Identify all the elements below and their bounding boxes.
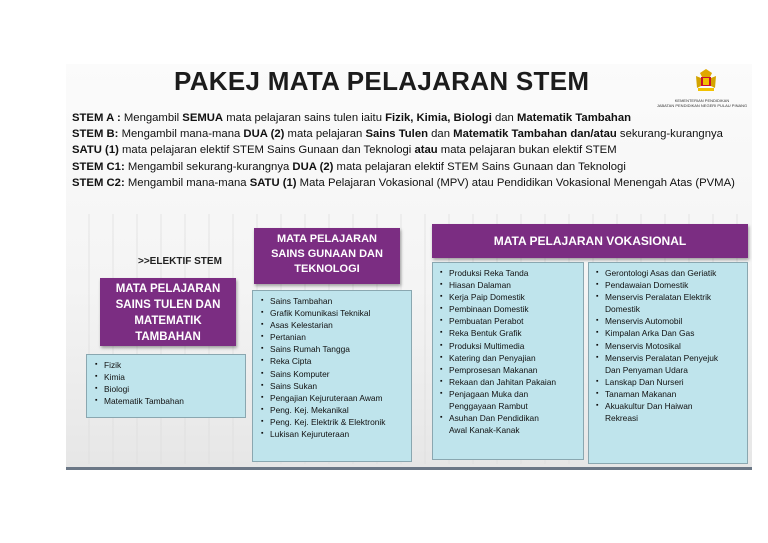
list-item: ▪ Menservis Motosikal bbox=[605, 340, 744, 352]
list-item: ▪ Penjagaan Muka dan bbox=[449, 388, 580, 400]
list-item: ▪ Tanaman Makanan bbox=[605, 388, 744, 400]
list-item: ▪ Matematik Tambahan bbox=[104, 395, 241, 407]
list-item: ▪ Kimpalan Arka Dan Gas bbox=[605, 327, 744, 339]
stem-descriptions bbox=[72, 110, 748, 191]
list-item-continued: Dan Penyaman Udara bbox=[605, 364, 688, 375]
list-item: ▪ Reka Cipta bbox=[270, 355, 407, 367]
list-item: ▪ Sains Komputer bbox=[270, 368, 407, 380]
sains-tulen-list bbox=[86, 354, 246, 418]
sains-tulen-header: MATA PELAJARAN SAINS TULEN DAN MATEMATIK TAMBAHAN bbox=[100, 278, 236, 346]
list-item: ▪ Lukisan Kejuruteraan bbox=[270, 428, 407, 440]
list-item: ▪ Pemprosesan Makanan bbox=[449, 364, 580, 376]
slide bbox=[66, 64, 752, 470]
list-item: ▪ Pembinaan Domestik bbox=[449, 303, 580, 315]
list-item: ▪ Kerja Paip Domestik bbox=[449, 291, 580, 303]
list-item: ▪ Pengajian Kejuruteraan Awam bbox=[270, 392, 407, 404]
stem-a-description: STEM A : Mengambil SEMUA mata pelajaran sains tulen iaitu Fizik, Kimia, Biologi dan Matematik Tambahan bbox=[72, 112, 632, 124]
list-item: ▪ Sains Tambahan bbox=[270, 295, 407, 307]
ministry-name bbox=[654, 98, 750, 108]
list-item: ▪ Hiasan Dalaman bbox=[449, 279, 580, 291]
vokasional-header: MATA PELAJARAN VOKASIONAL bbox=[432, 224, 748, 258]
sains-gunaan-header: MATA PELAJARAN SAINS GUNAAN DAN TEKNOLOGI bbox=[254, 228, 400, 284]
list-item-continued: Awal Kanak-Kanak bbox=[449, 425, 520, 436]
ministry-crest-icon bbox=[692, 68, 720, 94]
list-item: ▪ Katering dan Penyajian bbox=[449, 352, 580, 364]
list-item-continued: Rekreasi bbox=[605, 413, 639, 424]
list-item: ▪ Peng. Kej. Elektrik & Elektronik bbox=[270, 416, 407, 428]
list-item: ▪ Produksi Multimedia bbox=[449, 340, 580, 352]
list-item: ▪ Biologi bbox=[104, 383, 241, 395]
sains-gunaan-list bbox=[252, 290, 412, 462]
list-item: ▪ Menservis Peralatan Penyejuk bbox=[605, 352, 744, 364]
vokasional-list-2 bbox=[588, 262, 748, 464]
list-item: ▪ Lanskap Dan Nurseri bbox=[605, 376, 744, 388]
list-item: ▪ Menservis Automobil bbox=[605, 315, 744, 327]
list-item-continued: Penggayaan Rambut bbox=[449, 401, 528, 412]
list-item: ▪ Menservis Peralatan Elektrik bbox=[605, 291, 744, 303]
ministry-line: KEMENTERIAN PENDIDIKAN bbox=[674, 98, 730, 103]
list-item: ▪ Produksi Reka Tanda bbox=[449, 267, 580, 279]
list-item: ▪ Pendawaian Domestik bbox=[605, 279, 744, 291]
ministry-line: JABATAN PENDIDIKAN NEGERI PULAU PINANG bbox=[656, 103, 748, 108]
list-item: ▪ Fizik bbox=[104, 359, 241, 371]
bottom-bar bbox=[66, 467, 752, 470]
list-item: ▪ Gerontologi Asas dan Geriatik bbox=[605, 267, 744, 279]
list-item: ▪ Pembuatan Perabot bbox=[449, 315, 580, 327]
list-item: ▪ Peng. Kej. Mekanikal bbox=[270, 404, 407, 416]
vokasional-list-1 bbox=[432, 262, 584, 460]
stem-c1-description: STEM C1: Mengambil sekurang-kurangnya DUA (2) mata pelajaran elektif STEM Sains Gunaan dan Teknologi bbox=[72, 160, 626, 173]
list-item: ▪ Pertanian bbox=[270, 331, 407, 343]
stem-c2-description: STEM C2: Mengambil mana-mana SATU (1) Mata Pelajaran Vokasional (MPV) atau Pendidikan Vokasional Menengah Atas (PVMA) bbox=[72, 176, 735, 189]
list-item: ▪ Kimia bbox=[104, 371, 241, 383]
list-item: ▪ Rekaan dan Jahitan Pakaian bbox=[449, 376, 580, 388]
stem-b-description: STEM B: Mengambil mana-mana DUA (2) mata pelajaran Sains Tulen dan Matematik Tambahan dan/atau sekurang-kurangnya SATU (1) mata pelajaran elektif STEM Sains Gunaan dan Teknologi atau mata pelajaran bukan elektif STEM bbox=[72, 128, 723, 157]
list-item: ▪ Asas Kelestarian bbox=[270, 319, 407, 331]
list-item: ▪ Akuakultur Dan Haiwan bbox=[605, 400, 744, 412]
page-title: PAKEJ MATA PELAJARAN STEM bbox=[174, 66, 590, 96]
list-item: ▪ Sains Rumah Tangga bbox=[270, 343, 407, 355]
list-item: ▪ Asuhan Dan Pendidikan bbox=[449, 412, 580, 424]
list-item: ▪ Sains Sukan bbox=[270, 380, 407, 392]
list-item: ▪ Reka Bentuk Grafik bbox=[449, 327, 580, 339]
list-item-continued: Domestik bbox=[605, 304, 640, 315]
list-item: ▪ Grafik Komunikasi Teknikal bbox=[270, 307, 407, 319]
elektif-stem-label: >>ELEKTIF STEM bbox=[138, 256, 222, 267]
